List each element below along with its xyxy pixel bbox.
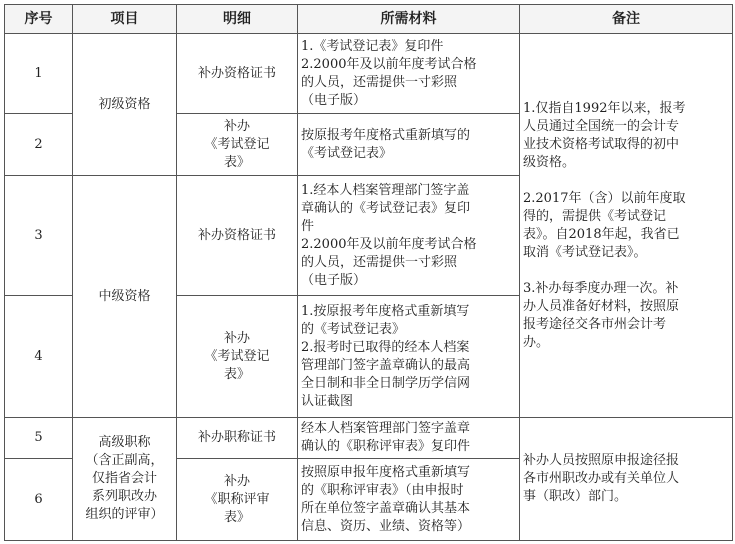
detail-cell: 补办资格证书 [177,34,298,114]
remarks-cell-first [520,34,733,418]
materials-cell: 按原报考年度格式重新填写的 《考试登记表》 [298,114,520,176]
header-row [5,5,733,34]
item-cell-senior: 高级职称 （含正副高， 仅指省会计 系列职改办 组织的评审） [73,418,177,541]
detail-cell: 补办资格证书 [177,176,298,296]
detail-cell: 补办职称证书 [177,418,298,459]
seq-cell: 1 [5,34,73,114]
seq-cell: 2 [5,114,73,176]
seq-cell: 4 [5,296,73,418]
item-cell-intermediate: 中级资格 [73,176,177,418]
remark-paragraph: 2.2017年（含）以前年度取 得的，需提供《考试登记 表》。自2018年起，我省已 取消《考试登记表》。 [523,190,686,260]
remark-paragraph: 1.仅指自1992年以来，报考 人员通过全国统一的会计专 业技术资格考试取得的初中 级资格。 [523,100,686,170]
materials-cell: 按照原申报年度格式重新填写 的《职称评审表》（由申报时 所在单位签字盖章确认其基本 信息、资历、业绩、资格等） [298,459,520,541]
remark-paragraph: 3.补办每季度办理一次。补 办人员准备好材料，按照原 报考途径交各市州会计考 办。 [523,280,680,350]
detail-cell: 补办 《考试登记 表》 [177,114,298,176]
reissue-requirements-table [4,4,733,541]
materials-cell: 1.按原报考年度格式重新填写 的《考试登记表》 2.报考时已取得的经本人档案 管理部门签字盖章确认的最高 全日制和非全日制学历学信网 认证截图 [298,296,520,418]
remarks-cell-second: 补办人员按照原申报途径报 各市州职改办或有关单位人 事（职改）部门。 [520,418,733,541]
materials-cell: 经本人档案管理部门签字盖章 确认的《职称评审表》复印件 [298,418,520,459]
header-materials: 所需材料 [298,5,520,34]
materials-cell: 1.经本人档案管理部门签字盖 章确认的《考试登记表》复印 件 2.2000年及以前年度考试合格 的人员，还需提供一寸彩照 （电子版） [298,176,520,296]
header-item: 项目 [73,5,177,34]
detail-cell: 补办 《考试登记 表》 [177,296,298,418]
table-row [5,418,733,459]
header-seq: 序号 [5,5,73,34]
materials-cell: 1.《考试登记表》复印件 2.2000年及以前年度考试合格 的人员，还需提供一寸彩照 （电子版） [298,34,520,114]
item-cell-junior: 初级资格 [73,34,177,176]
seq-cell: 6 [5,459,73,541]
seq-cell: 3 [5,176,73,296]
header-remarks: 备注 [520,5,733,34]
seq-cell: 5 [5,418,73,459]
detail-cell: 补办 《职称评审 表》 [177,459,298,541]
table-row [5,34,733,114]
header-detail: 明细 [177,5,298,34]
